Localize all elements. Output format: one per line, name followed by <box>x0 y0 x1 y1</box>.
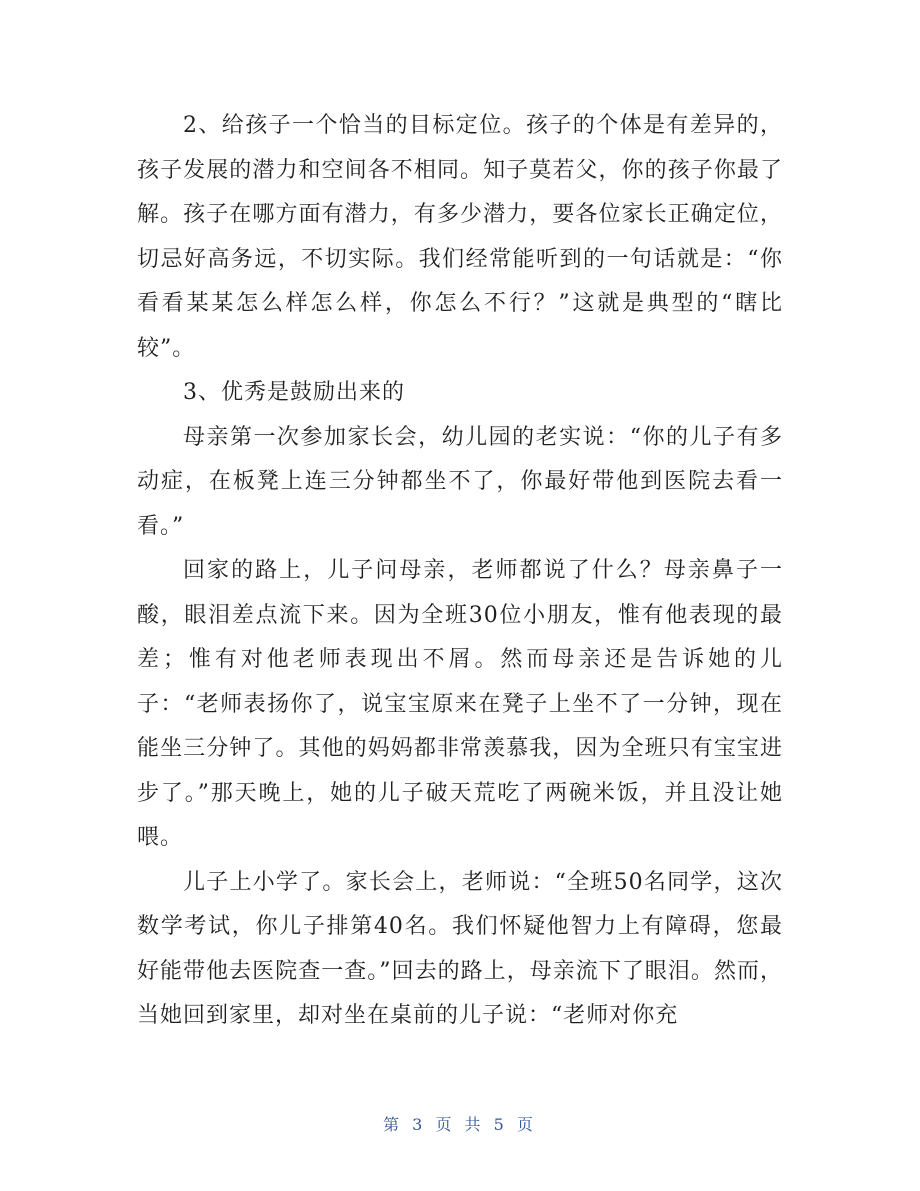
section-heading-encouragement: 3、优秀是鼓励出来的 <box>183 380 405 405</box>
paragraph-kindergarten-meeting: 母亲第一次参加家长会，幼儿园的老实说：“你的儿子有多动症，在板凳上连三分钟都坐不了，你最好带他到医院去看一看。” <box>137 424 783 539</box>
paragraph-goal-positioning: 2、给孩子一个恰当的目标定位。孩子的个体是有差异的，孩子发展的潜力和空间各不相同。知子莫若父，你的孩子你最了解。孩子在哪方面有潜力，有多少潜力，要各位家长正确定位，切忌好高务远，不切实际。我们经常能听到的一句话就是：“你看看某某怎么样怎么样，你怎么不行？”这就是典型的“瞎比较”。 <box>137 113 783 361</box>
page-number-footer: 第 3 页 共 5 页 <box>383 1115 537 1134</box>
document-body <box>137 104 783 1039</box>
paragraph-primary-school: 儿子上小学了。家长会上，老师说：“全班50名同学，这次数学考试，你儿子排第40名。我们怀疑他智力上有障碍，您最好能带他去医院查一查。”回去的路上，母亲流下了眼泪。然而，当她回到家里，却对坐在桌前的儿子说：“老师对你充 <box>137 869 783 1028</box>
paragraph-way-home: 回家的路上，儿子问母亲，老师都说了什么？母亲鼻子一酸，眼泪差点流下来。因为全班30位小朋友，惟有他表现的最差；惟有对他老师表现出不屑。然而母亲还是告诉她的儿子：“老师表扬你了，说宝宝原来在凳子上坐不了一分钟，现在能坐三分钟了。其他的妈妈都非常羡慕我，因为全班只有宝宝进步了。”那天晚上，她的儿子破天荒吃了两碗米饭，并且没让她喂。 <box>137 558 783 850</box>
